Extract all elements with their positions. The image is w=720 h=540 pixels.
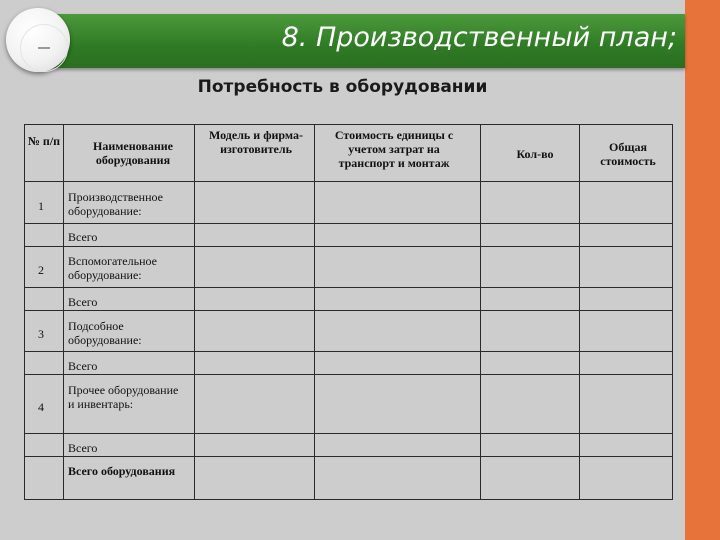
row-divider-8 [24, 456, 673, 457]
grand-total-label: Всего оборудования [68, 464, 176, 478]
slide-title: 8. Производственный план; [281, 22, 677, 53]
row-4-total-label: Всего [68, 441, 98, 455]
row-divider-4 [24, 310, 673, 311]
row-divider-6 [24, 374, 673, 375]
title-banner [38, 14, 685, 68]
row-divider-5 [24, 351, 673, 352]
header-name: Наименование оборудования [93, 139, 173, 167]
table-border-top [24, 124, 673, 125]
header-quantity: Кол-во [516, 147, 554, 161]
header-total-cost: Общая стоимость [600, 140, 656, 168]
row-divider-1 [24, 223, 673, 224]
row-2-total-label: Всего [68, 295, 98, 309]
row-4-number: 4 [38, 400, 44, 414]
slide-subtitle: Потребность в оборудовании [197, 77, 488, 97]
equipment-table [24, 124, 673, 500]
row-2-name: Вспомогательное оборудование: [68, 254, 157, 282]
row-3-number: 3 [38, 327, 44, 341]
right-accent-band [685, 0, 720, 540]
table-border-bottom [24, 499, 673, 500]
row-1-total-label: Всего [68, 230, 98, 244]
row-1-number: 1 [38, 199, 44, 213]
logo-circle [6, 8, 70, 72]
row-2-number: 2 [38, 263, 44, 277]
row-divider-header [24, 181, 673, 182]
row-3-total-label: Всего [68, 359, 98, 373]
row-divider-2 [24, 246, 673, 247]
row-divider-7 [24, 433, 673, 434]
logo-mark [38, 47, 50, 49]
row-4-name: Прочее оборудование и инвентарь: [68, 383, 179, 411]
row-divider-3 [24, 287, 673, 288]
row-3-name: Подсобное оборудование: [68, 319, 142, 347]
header-model: Модель и фирма-изготовитель [208, 128, 303, 156]
header-unit-cost: Стоимость единицы с учетом затрат на транспорт и монтаж [334, 128, 454, 170]
header-number: № п/п [27, 134, 61, 148]
row-1-name: Производственное оборудование: [68, 190, 163, 218]
